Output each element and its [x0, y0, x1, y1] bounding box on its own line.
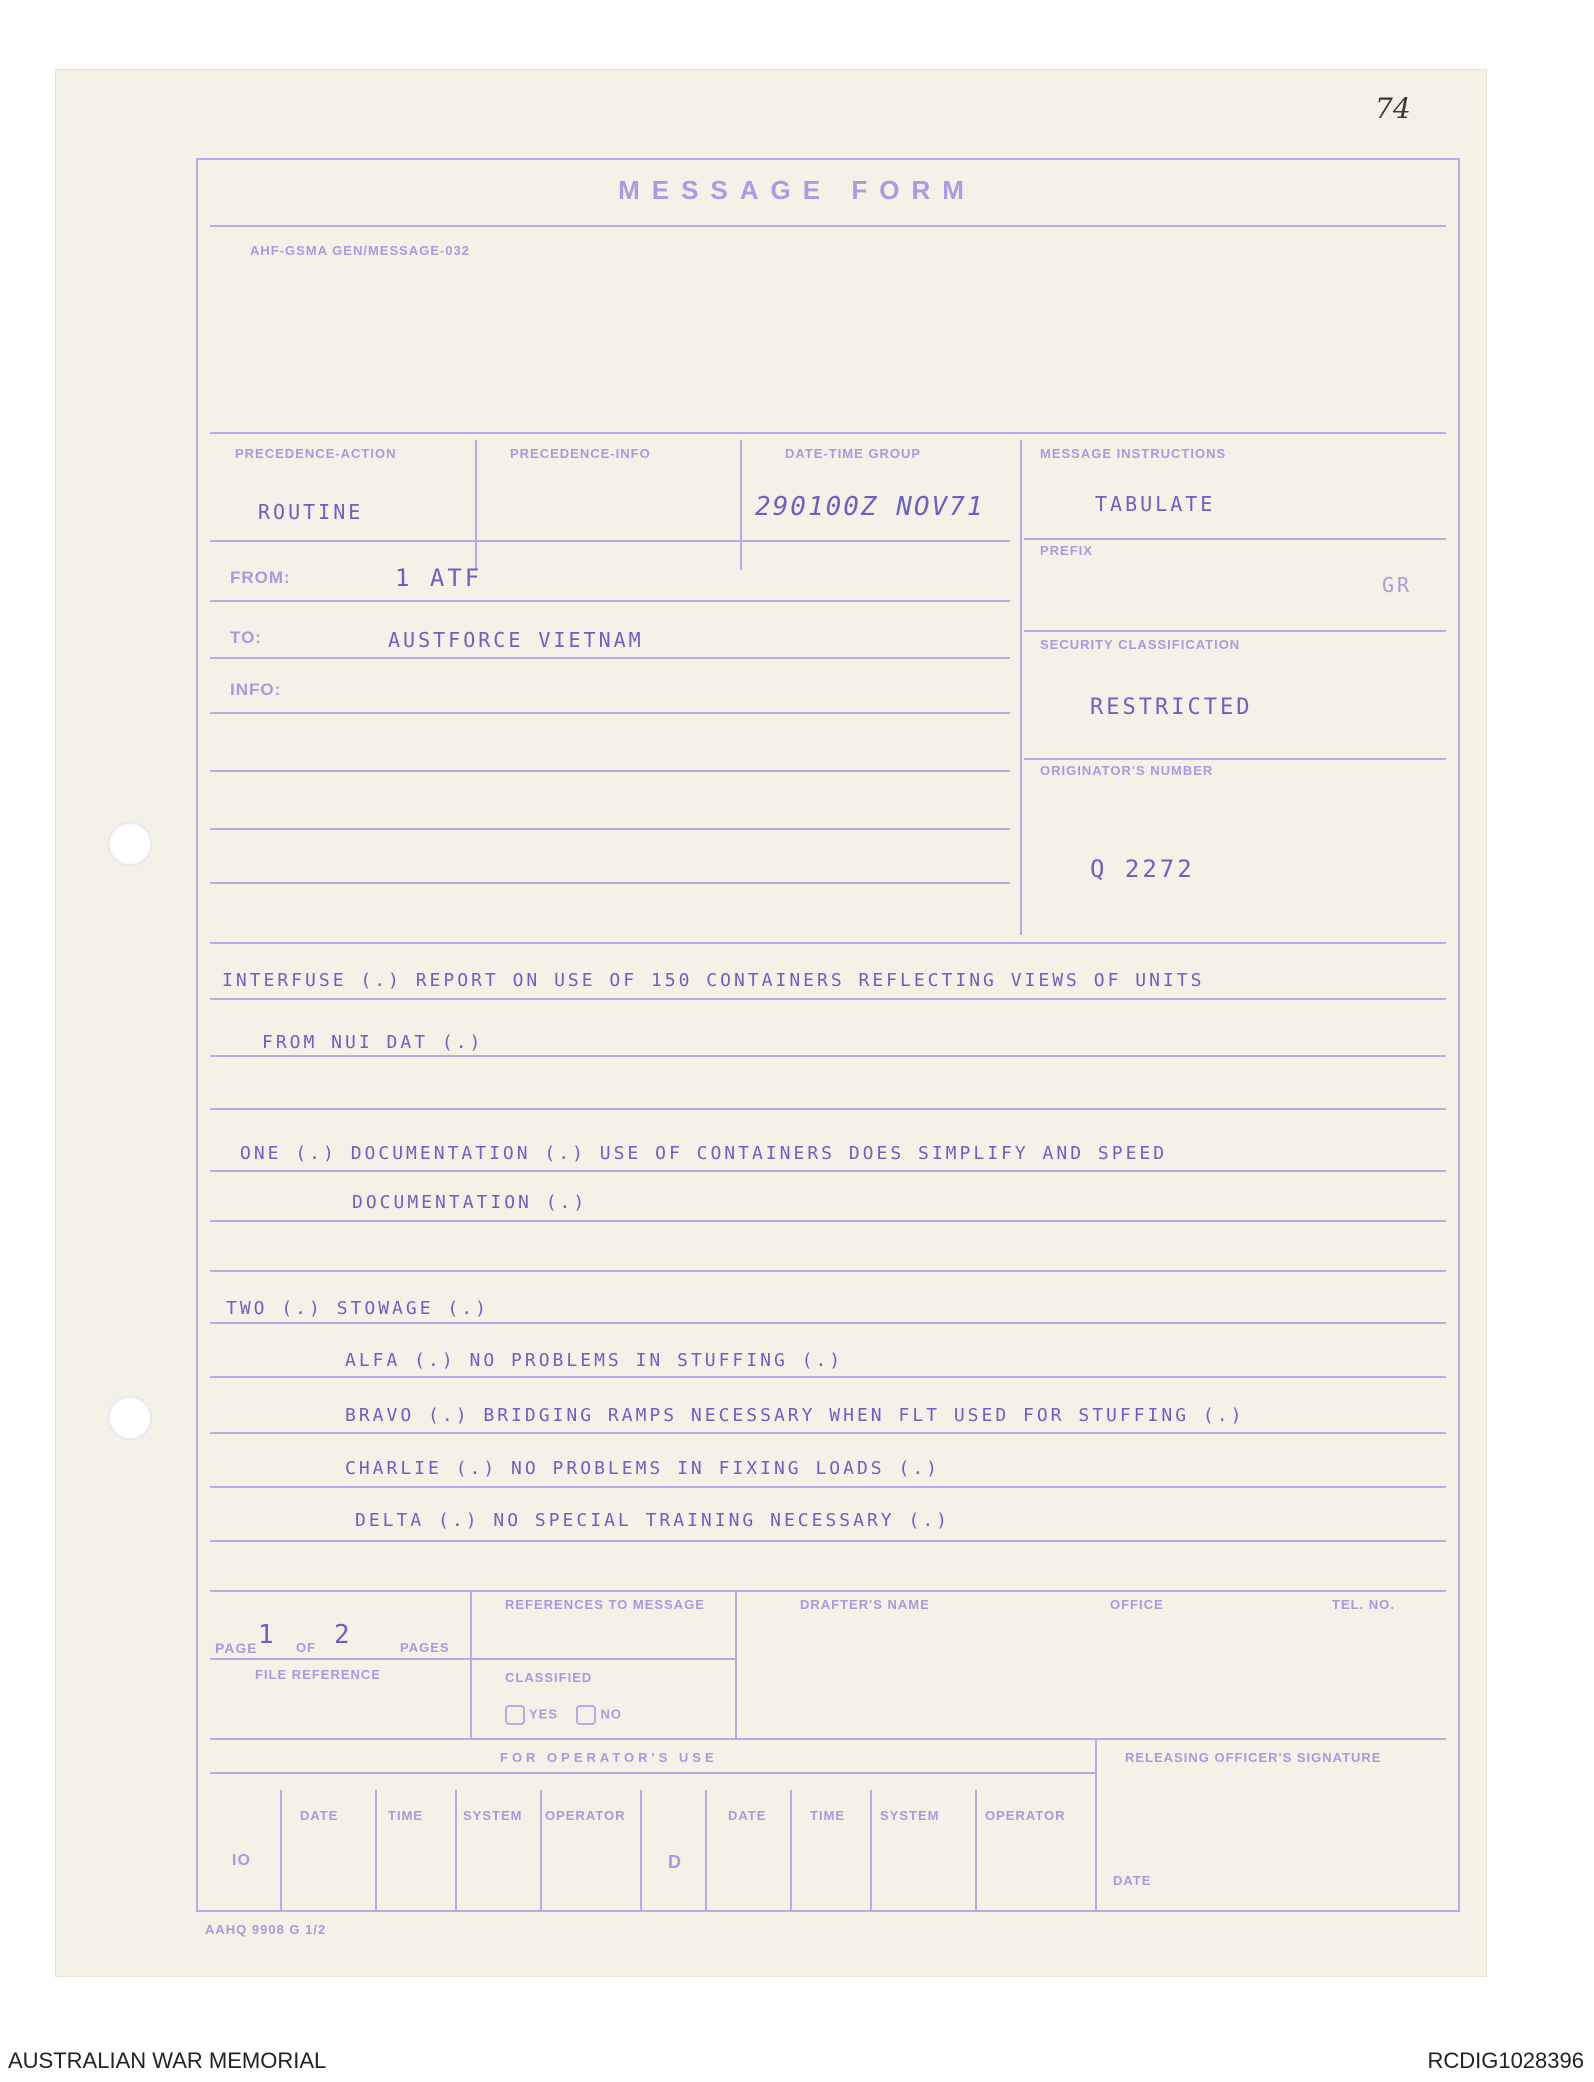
- lower-rule-2: [210, 1738, 1446, 1740]
- security-value: RESTRICTED: [1090, 695, 1253, 720]
- row-rule-4: [210, 712, 1010, 714]
- frame-left: [196, 158, 198, 1910]
- prefix-label: PREFIX: [1040, 543, 1093, 558]
- pages-value: 2: [334, 1620, 353, 1650]
- op-out-marker: D: [668, 1852, 682, 1872]
- form-code: AAHQ 9908 G 1/2: [205, 1922, 327, 1937]
- originator-number-label: ORIGINATOR'S NUMBER: [1040, 763, 1214, 778]
- tel-no-label: TEL. NO.: [1332, 1597, 1395, 1612]
- to-label: TO:: [230, 628, 262, 647]
- op-out-system-label: SYSTEM: [880, 1808, 940, 1823]
- header-rule: [210, 432, 1446, 434]
- body-rule-1: [210, 998, 1446, 1000]
- yes-option-label: YES: [529, 1706, 559, 1722]
- classified-options: [505, 1705, 622, 1725]
- dtg-label: DATE-TIME GROUP: [785, 446, 922, 461]
- op-col-8: [870, 1790, 872, 1910]
- row-rule-3: [210, 657, 1010, 659]
- precedence-value: ROUTINE: [258, 500, 364, 524]
- title-rule: [210, 225, 1446, 227]
- page-number: 74: [1375, 92, 1411, 125]
- prefix-value: GR: [1382, 573, 1413, 597]
- page-value: 1: [258, 1620, 277, 1650]
- op-col-1: [280, 1790, 282, 1910]
- op-col-3: [455, 1790, 457, 1910]
- op-col-6: [705, 1790, 707, 1910]
- op-in-marker: IO: [232, 1852, 251, 1869]
- frame-right: [1458, 158, 1460, 1910]
- dtg-value: 290100Z NOV71: [755, 492, 985, 522]
- body-rule-11: [210, 1540, 1446, 1542]
- from-label: FROM:: [230, 568, 291, 587]
- body-rule-4: [210, 1170, 1446, 1172]
- yes-checkbox[interactable]: [505, 1705, 525, 1725]
- row-rule-7: [210, 882, 1010, 884]
- right-rule-2: [1024, 630, 1446, 632]
- archive-name: AUSTRALIAN WAR MEMORIAL: [8, 2048, 327, 2073]
- frame-top: [196, 158, 1460, 160]
- body-rule-8: [210, 1376, 1446, 1378]
- lower-divider-1: [470, 1590, 472, 1738]
- op-col-5: [640, 1790, 642, 1910]
- row-rule-2: [210, 600, 1010, 602]
- originator-number-value: Q 2272: [1090, 855, 1195, 883]
- header-divider-3: [1020, 440, 1022, 935]
- right-rule-1: [1024, 538, 1446, 540]
- op-col-7: [790, 1790, 792, 1910]
- op-col-2: [375, 1790, 377, 1910]
- message-line-5: TWO (.) STOWAGE (.): [226, 1298, 489, 1319]
- op-in-system-label: SYSTEM: [463, 1808, 523, 1823]
- op-col-9: [975, 1790, 977, 1910]
- op-col-4: [540, 1790, 542, 1910]
- releasing-date-label: DATE: [1113, 1873, 1152, 1888]
- right-rule-3: [1024, 758, 1446, 760]
- op-in-date-label: DATE: [300, 1808, 339, 1823]
- references-label: REFERENCES TO MESSAGE: [505, 1597, 705, 1612]
- classified-label: CLASSIFIED: [505, 1670, 593, 1685]
- instructions-value: TABULATE: [1095, 492, 1216, 516]
- message-line-1: INTERFUSE (.) REPORT ON USE OF 150 CONTAINERS REFLECTING VIEWS OF UNITS: [222, 970, 1205, 991]
- body-rule-2: [210, 1055, 1446, 1057]
- row-rule-6: [210, 828, 1010, 830]
- body-rule-5: [210, 1220, 1446, 1222]
- header-divider-2: [740, 440, 742, 570]
- message-line-7: BRAVO (.) BRIDGING RAMPS NECESSARY WHEN FLT USED FOR STUFFING (.): [345, 1405, 1245, 1426]
- punch-hole-top: [108, 822, 152, 866]
- body-rule-top: [210, 942, 1446, 944]
- message-line-9: DELTA (.) NO SPECIAL TRAINING NECESSARY (.): [355, 1510, 950, 1531]
- archive-id: RCDIG1028396: [1427, 2048, 1584, 2073]
- paper-sheet: [56, 70, 1486, 1976]
- body-rule-bottom: [210, 1590, 1446, 1592]
- body-rule-6: [210, 1270, 1446, 1272]
- releasing-officer-label: RELEASING OFFICER'S SIGNATURE: [1125, 1750, 1382, 1765]
- body-rule-3: [210, 1108, 1446, 1110]
- body-rule-10: [210, 1486, 1446, 1488]
- office-label: OFFICE: [1110, 1597, 1164, 1612]
- file-reference-label: FILE REFERENCE: [255, 1667, 381, 1682]
- message-line-8: CHARLIE (.) NO PROBLEMS IN FIXING LOADS (.): [345, 1458, 940, 1479]
- op-out-time-label: TIME: [810, 1808, 846, 1823]
- security-label: SECURITY CLASSIFICATION: [1040, 637, 1241, 652]
- body-rule-7: [210, 1322, 1446, 1324]
- precedence-info-label: PRECEDENCE-INFO: [510, 446, 651, 461]
- punch-hole-bottom: [108, 1396, 152, 1440]
- no-checkbox[interactable]: [576, 1705, 596, 1725]
- form-reference: AHF-GSMA GEN/MESSAGE-032: [250, 243, 470, 258]
- message-line-4: DOCUMENTATION (.): [352, 1192, 588, 1213]
- row-rule-5: [210, 770, 1010, 772]
- op-in-operator-label: OPERATOR: [545, 1808, 626, 1823]
- pages-label: PAGES: [400, 1640, 450, 1655]
- releasing-divider: [1095, 1740, 1097, 1910]
- op-in-time-label: TIME: [388, 1808, 424, 1823]
- of-label: OF: [296, 1640, 317, 1655]
- precedence-action-label: PRECEDENCE-ACTION: [235, 446, 397, 461]
- message-line-2: FROM NUI DAT (.): [262, 1032, 484, 1053]
- lower-divider-2: [735, 1590, 737, 1738]
- message-line-6: ALFA (.) NO PROBLEMS IN STUFFING (.): [345, 1350, 844, 1371]
- info-label: INFO:: [230, 680, 282, 699]
- lower-rule-1: [210, 1658, 735, 1660]
- page-label: PAGE: [215, 1640, 258, 1656]
- to-value: AUSTFORCE VIETNAM: [388, 628, 644, 652]
- op-out-date-label: DATE: [728, 1808, 767, 1823]
- message-line-3: ONE (.) DOCUMENTATION (.) USE OF CONTAINERS DOES SIMPLIFY AND SPEED: [240, 1143, 1168, 1164]
- body-rule-9: [210, 1432, 1446, 1434]
- row-rule-1: [210, 540, 1010, 542]
- drafter-label: DRAFTER'S NAME: [800, 1597, 930, 1612]
- for-operators-label: FOR OPERATOR'S USE: [500, 1750, 718, 1765]
- no-option-label: NO: [600, 1706, 622, 1722]
- from-value: 1 ATF: [395, 564, 483, 592]
- op-out-operator-label: OPERATOR: [985, 1808, 1066, 1823]
- form-title: MESSAGE FORM: [618, 175, 976, 205]
- header-divider-1: [475, 440, 477, 570]
- operator-rule-1: [210, 1772, 1095, 1774]
- frame-bottom: [196, 1910, 1460, 1912]
- instructions-label: MESSAGE INSTRUCTIONS: [1040, 446, 1227, 461]
